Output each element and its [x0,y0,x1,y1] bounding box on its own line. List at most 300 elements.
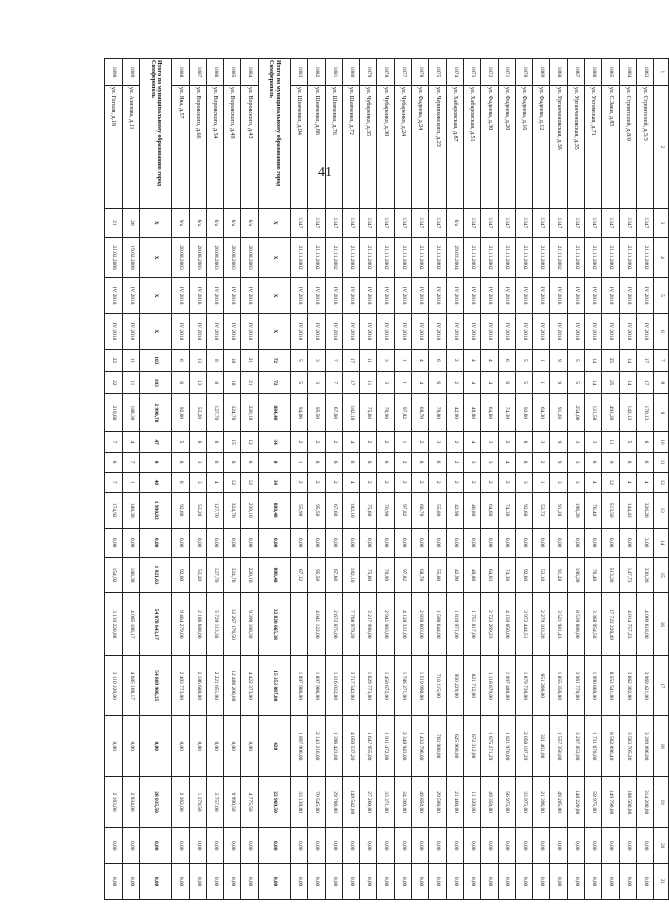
table-cell: IV 2018 [224,313,241,349]
table-cell: 21.11.2002 [360,237,377,277]
table-cell: 884,40 [258,394,290,432]
table-cell: 92,60 [515,492,532,528]
table-cell: 703 980,00 [429,716,446,776]
table-cell: 6 [325,452,342,472]
total-label-cell: Итого по муниципальному образованию город Симферополь [140,59,172,209]
table-cell: 29 700,00 [325,776,342,827]
table-cell: 8 562 896,40 [602,716,619,776]
table-cell: 196,20 [567,492,584,528]
table-cell: 1069 [533,59,550,86]
table-cell: 1 997 480,00 [498,656,515,716]
table-cell: 53,20 [189,394,206,432]
table-cell: 1 118 679,00 [481,656,498,716]
table-cell: 0,00 [550,828,567,864]
table-cell: 220,10 [241,557,258,593]
table-cell: 0,00 [206,528,223,557]
table-cell: 33 130,00 [290,776,307,827]
table-cell: 1074 [446,59,463,86]
table-cell: 13 [189,372,206,394]
table-cell: 0,00 [342,864,359,900]
table-cell: 3 [567,472,584,492]
table-cell: 6 [172,372,189,394]
table-cell: 3 110 220,00 [105,656,123,716]
table-cell: 1 897 906,00 [290,656,307,716]
table-cell: 6 [224,452,241,472]
table-cell: 1067 [567,59,584,86]
table-cell: IV 2018 [429,313,446,349]
table-cell: 3 961 770,00 [567,656,584,716]
table-cell: 0,00 [224,864,241,900]
table-cell: 0 [140,452,172,472]
table-cell: 49 850,00 [412,776,429,827]
table-cell: 0,00 [206,716,223,776]
table-cell: 1 458 672,00 [377,656,394,716]
table-cell: 32 820 665,38 [258,593,290,656]
table-cell: 1 786 271,00 [394,656,411,716]
table-cell: 8 539 608,00 [567,593,584,656]
table-cell: 7 [325,372,342,394]
table-cell: 21 460,00 [446,776,463,827]
table-cell: 0,00 [481,828,498,864]
table-cell: 0,00 [172,828,189,864]
table-cell: 196,20 [567,557,584,593]
table-cell: 0,00 [122,828,139,864]
table-cell: 92,00 [172,394,189,432]
table-cell: 1079 [360,59,377,86]
table-cell: 4 [342,472,359,492]
table-cell: IV 2018 [290,313,307,349]
table-cell: 67,60 [325,557,342,593]
table-cell: IV 2018 [308,278,325,314]
table-cell: 2 [498,432,515,452]
table-cell: 0,00 [567,864,584,900]
table-cell: 1076 [412,59,429,86]
table-cell: 97,82 [394,394,411,432]
table-cell: 6 [412,452,429,472]
table-cell: 3 717 542,00 [342,656,359,716]
table-cell: 20.08.2003 [241,237,258,277]
table-cell: 1 879 730,00 [515,656,532,716]
table-cell: 513,50 [602,492,619,528]
column-number: 10 [654,432,669,452]
table-cell: 2 058 197,29 [515,716,532,776]
table-cell: 21.11.2002 [515,237,532,277]
table-cell: 1 519 990,00 [412,656,429,716]
table-cell: 0,00 [325,528,342,557]
table-cell: 4 041 122,00 [308,593,325,656]
housing-program-table [104,58,669,900]
table-cell: IV 2018 [636,313,653,349]
table-row [206,59,223,900]
table-row [122,59,139,900]
table-cell: 2 [290,432,307,452]
table-cell: 21.11.2002 [308,237,325,277]
table-cell: 3 [550,472,567,492]
address-cell: ул. Фадеева, д.24 [412,85,429,208]
address-cell: ул. Урганченовская, д.36 [550,85,567,208]
table-cell: 182,10 [342,557,359,593]
table-cell: 188,30 [122,394,139,432]
table-cell: IV 2018 [308,313,325,349]
table-cell: 6/а [446,208,463,237]
column-number: 1 [654,59,669,86]
table-cell: 6/а [224,208,241,237]
table-cell: 28 035,50 [140,776,172,827]
table-cell: 1 432 796,00 [412,716,429,776]
table-cell: 21.11.2002 [394,237,411,277]
table-cell: 0,00 [105,528,123,557]
table-cell: 0,00 [619,864,636,900]
table-cell: 20.08.2003 [172,237,189,277]
table-cell: 103 [140,349,172,371]
address-cell: ул. Хабаровская, д.87 [446,85,463,208]
table-cell: 2 [498,472,515,492]
table-cell: 103 [140,372,172,394]
table-cell: 1 751 817,00 [463,593,480,656]
table-cell: 0,00 [412,864,429,900]
table-cell: IV 2018 [377,313,394,349]
table-cell: 3 110 220,00 [105,593,123,656]
table-cell: 1347 [515,208,532,237]
table-cell: IV 2018 [290,278,307,314]
table-cell: 1065 [602,59,619,86]
table-cell: IV 2018 [446,278,463,314]
table-cell: 9 [550,372,567,394]
table-cell: 70,90 [377,557,394,593]
table-cell: IV 2018 [241,278,258,314]
table-cell: 6 [206,432,223,452]
table-cell: 53,20 [189,557,206,593]
table-cell: 3 [567,432,584,452]
table-cell: 2 403 773,00 [172,656,189,716]
table-cell: 1090 [105,59,123,86]
table-cell: 40,80 [463,557,480,593]
address-cell: ул. Азизова, д.11 [122,85,139,208]
table-cell: 182,10 [342,394,359,432]
table-cell: 2 [533,452,550,472]
table-cell: 1347 [429,208,446,237]
table-cell: 220,10 [241,492,258,528]
table-cell: 127,70 [206,557,223,593]
table-cell: 21.11.2002 [567,237,584,277]
table-cell: 64,60 [481,492,498,528]
table-cell: 2 [446,349,463,371]
table-cell: 0,00 [412,828,429,864]
table-cell: 55,90 [290,492,307,528]
table-row [446,59,463,900]
table-cell: 17 [636,349,653,371]
table-cell: 0,00 [377,864,394,900]
table-cell: 1 897 906,00 [308,656,325,716]
table-cell: 21 [105,208,123,237]
address-cell: ул. Шевченко, д.72 [342,85,359,208]
table-cell: 0,00 [429,864,446,900]
table-row [224,59,241,900]
table-cell: 11 [360,372,377,394]
table-cell: 0,00 [206,828,223,864]
table-cell: 1 580 644,00 [429,593,446,656]
table-cell: IV 2018 [602,313,619,349]
table-cell: IV 2018 [189,313,206,349]
column-number: 20 [654,828,669,864]
table-cell: 67,12 [290,557,307,593]
table-cell: 2 186 688,00 [189,656,206,716]
table-cell: 3 521 981,43 [550,593,567,656]
table-cell: 127,70 [206,492,223,528]
table-cell: 3 399 896,00 [636,716,653,776]
table-cell: 15 [224,432,241,452]
table-cell: 1 921,63 [140,557,172,593]
table-cell: 1 647 955,00 [360,716,377,776]
table-cell: 0,00 [290,528,307,557]
table-cell: 64,60 [481,394,498,432]
address-cell: ул. Чубаренко, д.35 [360,85,377,208]
table-cell: 2 [308,472,325,492]
table-cell: 75,60 [360,557,377,593]
table-cell: 6 [342,452,359,472]
table-cell: 513,20 [602,557,619,593]
column-number: 18 [654,716,669,776]
table-row [602,59,619,900]
table-cell: 91,28 [550,394,567,432]
table-cell: IV 2018 [241,313,258,349]
table-cell: 0,00 [515,864,532,900]
table-cell: 0,00 [619,528,636,557]
table-row [325,59,342,900]
table-cell: 1 [394,372,411,394]
table-cell: 1070 [515,59,532,86]
column-number: 21 [654,864,669,900]
address-cell: ул. Чубаренко, д.30 [377,85,394,208]
table-cell: IV 2018 [394,278,411,314]
table-cell: 0,00 [342,528,359,557]
table-cell: IV 2018 [342,278,359,314]
table-cell: 4 [463,432,480,452]
table-cell: IV 2018 [377,278,394,314]
table-cell: 188,30 [122,557,139,593]
table-cell: 91,28 [550,492,567,528]
table-cell: 0,00 [290,828,307,864]
table-cell: 11 [602,432,619,452]
table-cell: 0,00 [241,828,258,864]
column-number-row [654,59,669,900]
table-cell: 6 [360,452,377,472]
table-cell: 55,80 [429,557,446,593]
table-cell: 0,00 [377,528,394,557]
table-cell: 0,00 [258,828,290,864]
table-cell: 55,80 [429,492,446,528]
table-cell: 1347 [394,208,411,237]
table-cell: 2 163,00 [105,776,123,827]
table-cell: 0,00 [224,528,241,557]
table-cell: 1 810 971,00 [446,593,463,656]
table-cell: 6 [515,432,532,452]
table-row [636,59,653,900]
table-cell: 4 [206,472,223,492]
table-cell: 1085 [224,59,241,86]
table-cell: 20.08.2003 [189,237,206,277]
table-cell: 330,20 [636,557,653,593]
address-cell: ул. Хабаровская, д.51 [463,85,480,208]
table-cell: 7 [122,452,139,472]
table-cell: 149 542,00 [342,776,359,827]
table-cell: 1081 [325,59,342,86]
table-cell: 1087 [189,59,206,86]
table-row [429,59,446,900]
table-cell: 68,70 [412,394,429,432]
table-cell: 12 [241,432,258,452]
table-cell: 6 [105,452,123,472]
table-row [550,59,567,900]
table-cell: 2 [377,472,394,492]
table-cell: 0,00 [498,528,515,557]
table-cell: 1347 [377,208,394,237]
table-cell: 42,90 [446,557,463,593]
table-cell: 24 300,00 [394,776,411,827]
table-cell: 4 009 616,00 [636,593,653,656]
table-cell: 3 [481,432,498,452]
table-cell: 9 [550,432,567,452]
page-number: 41 [318,165,332,180]
table-cell: 0,00 [189,828,206,864]
table-cell: 75,60 [360,394,377,432]
column-number: 13 [654,492,669,528]
table-cell: 3 563 705,20 [619,716,636,776]
table-row [533,59,550,900]
table-row [172,59,189,900]
table-cell: 0,00 [122,864,139,900]
table-row [619,59,636,900]
table-cell: 11 320,00 [463,776,480,827]
table-cell: 12 486 206,00 [224,656,241,716]
table-cell: 14 [585,372,602,394]
table-cell: 4 [498,452,515,472]
rotated-table-area [104,58,669,900]
table-cell: 0,00 [342,828,359,864]
table-cell: 1 629 773,00 [360,656,377,716]
table-body [105,59,669,900]
table-cell: 0,00 [498,864,515,900]
table-cell: 14 [619,372,636,394]
table-cell: 74,30 [498,492,515,528]
table-cell: 1 855 356,00 [550,656,567,716]
table-cell [290,593,307,656]
table-cell: 493,20 [602,394,619,432]
table-cell: 1 990,82 [140,492,172,528]
table-cell: 64,03 [481,557,498,593]
table-cell: 0,00 [481,528,498,557]
table-cell: 6 [172,452,189,472]
column-number: 16 [654,593,669,656]
table-cell: 4 [412,372,429,394]
table-cell: 72 [258,349,290,371]
table-cell: 324,70 [224,492,241,528]
table-cell: X [258,313,290,349]
table-cell: 0,00 [308,864,325,900]
table-cell: 1347 [636,208,653,237]
table-cell: 91,28 [550,557,567,593]
table-cell: IV 2018 [394,313,411,349]
table-cell: 19.02.2008 [122,237,139,277]
table-cell: 21.11.2002 [290,237,307,277]
table-cell: 2 348 943,00 [394,716,411,776]
table-cell: 0,00 [172,528,189,557]
table-cell: 47 [140,432,172,452]
table-cell: 1083 [290,59,307,86]
table-cell: 144,43 [619,492,636,528]
table-cell: 0,00 [105,828,123,864]
table-cell: 1066 [585,59,602,86]
table-cell: 25 [602,349,619,371]
table-cell: 6 [429,452,446,472]
table-row [412,59,429,900]
table-cell: 5 [515,349,532,371]
table-cell: 76,40 [585,557,602,593]
table-cell: IV 2018 [429,278,446,314]
table-cell: 0,00 [602,864,619,900]
table-cell: 1 731 678,00 [585,716,602,776]
table-cell: 6 [308,452,325,472]
table-cell: 3 [463,452,480,472]
table-cell: 2 [481,472,498,492]
table-cell: IV 2018 [122,278,139,314]
table-cell: 220,10 [241,394,258,432]
table-cell: 0,00 [105,864,123,900]
table-cell: 148 220,00 [567,776,584,827]
table-cell: 70,80 [429,394,446,432]
table-cell: 0,00 [429,828,446,864]
table-cell: 9 990,50 [224,776,241,827]
table-cell: 12 [602,472,619,492]
table-cell: 12 [224,472,241,492]
table-cell: 14 [619,349,636,371]
column-number: 9 [654,394,669,432]
table-cell: 2 [446,452,463,472]
table-cell: IV 2018 [172,313,189,349]
table-cell: 188,30 [122,492,139,528]
table-cell: 1 [533,349,550,371]
table-cell: IV 2018 [224,278,241,314]
table-cell: 95,50 [308,492,325,528]
table-cell: 2 143 216,00 [308,716,325,776]
table-cell: 1088 [172,59,189,86]
table-cell: 1 [533,372,550,394]
table-cell: 0,00 [429,528,446,557]
table-cell: IV 2018 [122,313,139,349]
table-cell: 6 [189,432,206,452]
table-cell: 4 085 106,17 [122,593,139,656]
table-row [290,59,307,900]
table-cell: 0,00 [515,528,532,557]
table-cell: 0,00 [258,528,290,557]
table-cell: 9 390 108,30 [241,593,258,656]
table-row [463,59,480,900]
table-cell: 3 969 421,00 [636,656,653,716]
table-cell: 121,58 [585,394,602,432]
table-row [360,59,377,900]
table-cell: IV 2018 [463,278,480,314]
table-cell: 21.02.2008 [105,237,123,277]
column-number: 6 [654,313,669,349]
table-cell: 0,00 [636,864,653,900]
table-cell: 3 [429,432,446,452]
table-cell: 0,00 [360,864,377,900]
table-cell: 0,00 [140,828,172,864]
table-cell: 0,00 [567,828,584,864]
table-cell: 2 [377,432,394,452]
column-number: 11 [654,452,669,472]
table-cell: 1347 [550,208,567,237]
